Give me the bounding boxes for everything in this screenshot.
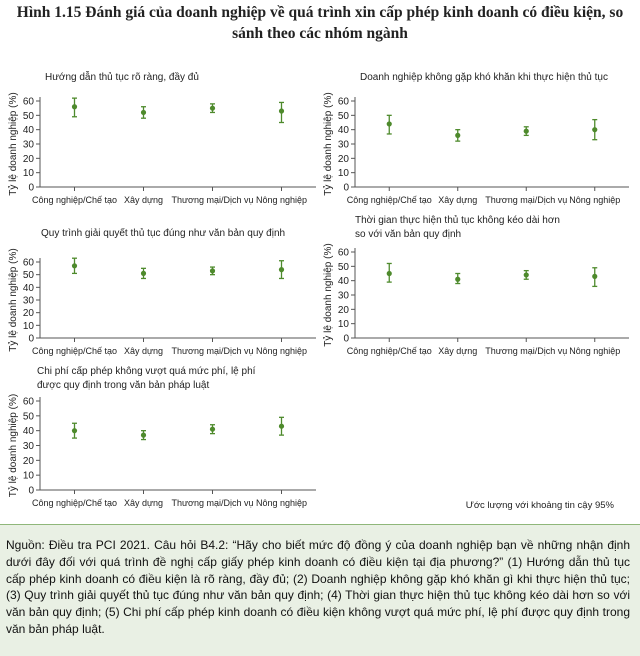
estimate-point — [72, 104, 77, 109]
estimate-point — [387, 271, 392, 276]
panel-title: Quy trình giải quyết thủ tục đúng như văn bản quy định — [41, 228, 286, 239]
x-tick-label: Nông nghiệp — [569, 346, 621, 356]
y-tick-label: 50 — [337, 261, 349, 273]
y-axis-label: Tỷ lệ doanh nghiệp (%) — [8, 92, 19, 196]
y-tick-label: 40 — [22, 426, 34, 438]
y-tick-label: 30 — [337, 290, 349, 302]
y-tick-label: 40 — [337, 125, 349, 137]
y-tick-label: 20 — [22, 455, 34, 467]
x-tick-label: Công nghiệp/Chế tạo — [31, 346, 118, 356]
y-axis-label: Tỷ lệ doanh nghiệp (%) — [323, 92, 334, 196]
estimate-point — [279, 267, 284, 272]
y-tick-label: 40 — [22, 282, 34, 294]
x-tick-label: Nông nghiệp — [255, 195, 308, 205]
estimate-point — [592, 127, 597, 132]
y-tick-label: 20 — [337, 304, 349, 316]
y-tick-label: 50 — [22, 270, 34, 282]
y-tick-label: 60 — [22, 396, 34, 408]
y-tick-label: 20 — [337, 153, 349, 165]
estimate-point — [592, 274, 597, 279]
estimate-point — [524, 272, 529, 277]
x-tick-label: Thương mại/Dịch vụ — [485, 195, 568, 205]
estimate-point — [524, 129, 529, 134]
x-tick-label: Thương mại/Dịch vụ — [485, 346, 568, 356]
estimate-point — [279, 424, 284, 429]
x-tick-label: Xây dựng — [123, 346, 164, 356]
y-tick-label: 40 — [337, 276, 349, 288]
panel-title: Chi phí cấp phép không vượt quá mức phí, lệ phí — [37, 366, 256, 377]
y-tick-label: 50 — [337, 110, 349, 122]
y-tick-label: 30 — [22, 295, 34, 307]
panel-title: Thời gian thực hiện thủ tục không kéo dài hơn — [355, 215, 560, 226]
y-tick-label: 50 — [22, 411, 34, 423]
y-tick-label: 20 — [22, 153, 34, 165]
y-axis-label: Tỷ lệ doanh nghiệp (%) — [8, 393, 19, 498]
y-tick-label: 0 — [28, 333, 34, 345]
y-tick-label: 0 — [343, 182, 349, 194]
estimate-point — [387, 121, 392, 126]
panel-title: được quy định trong văn bản pháp luật — [37, 380, 210, 391]
estimate-point — [210, 427, 215, 432]
y-tick-label: 10 — [337, 168, 349, 180]
estimate-point — [141, 110, 146, 115]
y-tick-label: 10 — [22, 470, 34, 482]
x-tick-label: Xây dựng — [438, 195, 478, 205]
y-tick-label: 60 — [337, 247, 349, 259]
x-tick-label: Nông nghiệp — [255, 498, 308, 508]
y-tick-label: 10 — [22, 168, 34, 180]
x-tick-label: Nông nghiệp — [255, 346, 308, 356]
y-tick-label: 60 — [337, 96, 349, 108]
estimate-point — [455, 277, 460, 282]
estimate-point — [210, 268, 215, 273]
y-tick-label: 10 — [22, 320, 34, 332]
x-tick-label: Thương mại/Dịch vụ — [171, 498, 254, 508]
x-tick-label: Công nghiệp/Chế tạo — [346, 195, 432, 205]
x-tick-label: Công nghiệp/Chế tạo — [31, 498, 118, 508]
y-axis-label: Tỷ lệ doanh nghiệp (%) — [323, 243, 334, 347]
confidence-interval-note: Ước lượng với khoảng tin cậy 95% — [465, 500, 614, 511]
y-tick-label: 0 — [28, 182, 34, 194]
y-tick-label: 0 — [343, 333, 349, 345]
source-note: Nguồn: Điều tra PCI 2021. Câu hỏi B4.2: “Hãy cho biết mức độ đồng ý của doanh nghiệp bạn về những nhận định dưới đây đối với quá trình đề nghị cấp giấy phép kinh doanh có điều kiện tại địa phương?” (1) Hướng dẫn thủ tục cấp phép kinh doanh có điều kiện là rõ ràng, đầy đủ; (2) Doanh nghiệp không gặp khó khăn gì khi thực hiện thủ tục; (3) Quy trình giải quyết thủ tục đúng như văn bản quy định; (4) Thời gian thực hiện thủ tục không kéo dài hơn so với văn bản quy định; (5) Chi phí cấp phép kinh doanh có điều kiện không vượt quá mức phí, lệ phí được quy định trong văn bản pháp luật. — [0, 524, 640, 656]
x-tick-label: Xây dựng — [438, 346, 478, 356]
y-axis-label: Tỷ lệ doanh nghiệp (%) — [8, 248, 19, 352]
y-tick-label: 10 — [337, 319, 349, 331]
x-tick-label: Xây dựng — [123, 498, 164, 508]
y-tick-label: 0 — [28, 485, 34, 497]
x-tick-label: Xây dựng — [123, 195, 164, 205]
y-tick-label: 50 — [22, 110, 34, 122]
panel-title: Hướng dẫn thủ tục rõ ràng, đầy đủ — [45, 72, 199, 83]
y-tick-label: 60 — [22, 96, 34, 108]
y-tick-label: 30 — [22, 441, 34, 452]
estimate-point — [455, 133, 460, 138]
y-tick-label: 40 — [22, 125, 34, 137]
x-tick-label: Nông nghiệp — [569, 195, 621, 205]
estimate-point — [279, 108, 284, 113]
x-tick-label: Công nghiệp/Chế tạo — [31, 195, 118, 205]
estimate-point — [141, 433, 146, 438]
estimate-point — [210, 106, 215, 111]
panel-title: Doanh nghiệp không gặp khó khăn khi thực hiện thủ tục — [360, 72, 608, 83]
x-tick-label: Thương mại/Dịch vụ — [171, 346, 254, 356]
x-tick-label: Công nghiệp/Chế tạo — [346, 346, 432, 356]
x-tick-label: Thương mại/Dịch vụ — [171, 195, 254, 205]
panel-title: so với văn bản quy định — [355, 229, 462, 240]
estimate-point — [141, 271, 146, 276]
figure-title: Hình 1.15 Đánh giá của doanh nghiệp về quá trình xin cấp phép kinh doanh có điều kiện, so sánh theo các nhóm ngành — [16, 4, 624, 42]
estimate-point — [72, 263, 77, 268]
y-tick-label: 20 — [22, 308, 34, 320]
estimate-point — [72, 428, 77, 433]
y-tick-label: 30 — [22, 139, 34, 151]
y-tick-label: 30 — [337, 139, 349, 151]
y-tick-label: 60 — [22, 257, 34, 269]
